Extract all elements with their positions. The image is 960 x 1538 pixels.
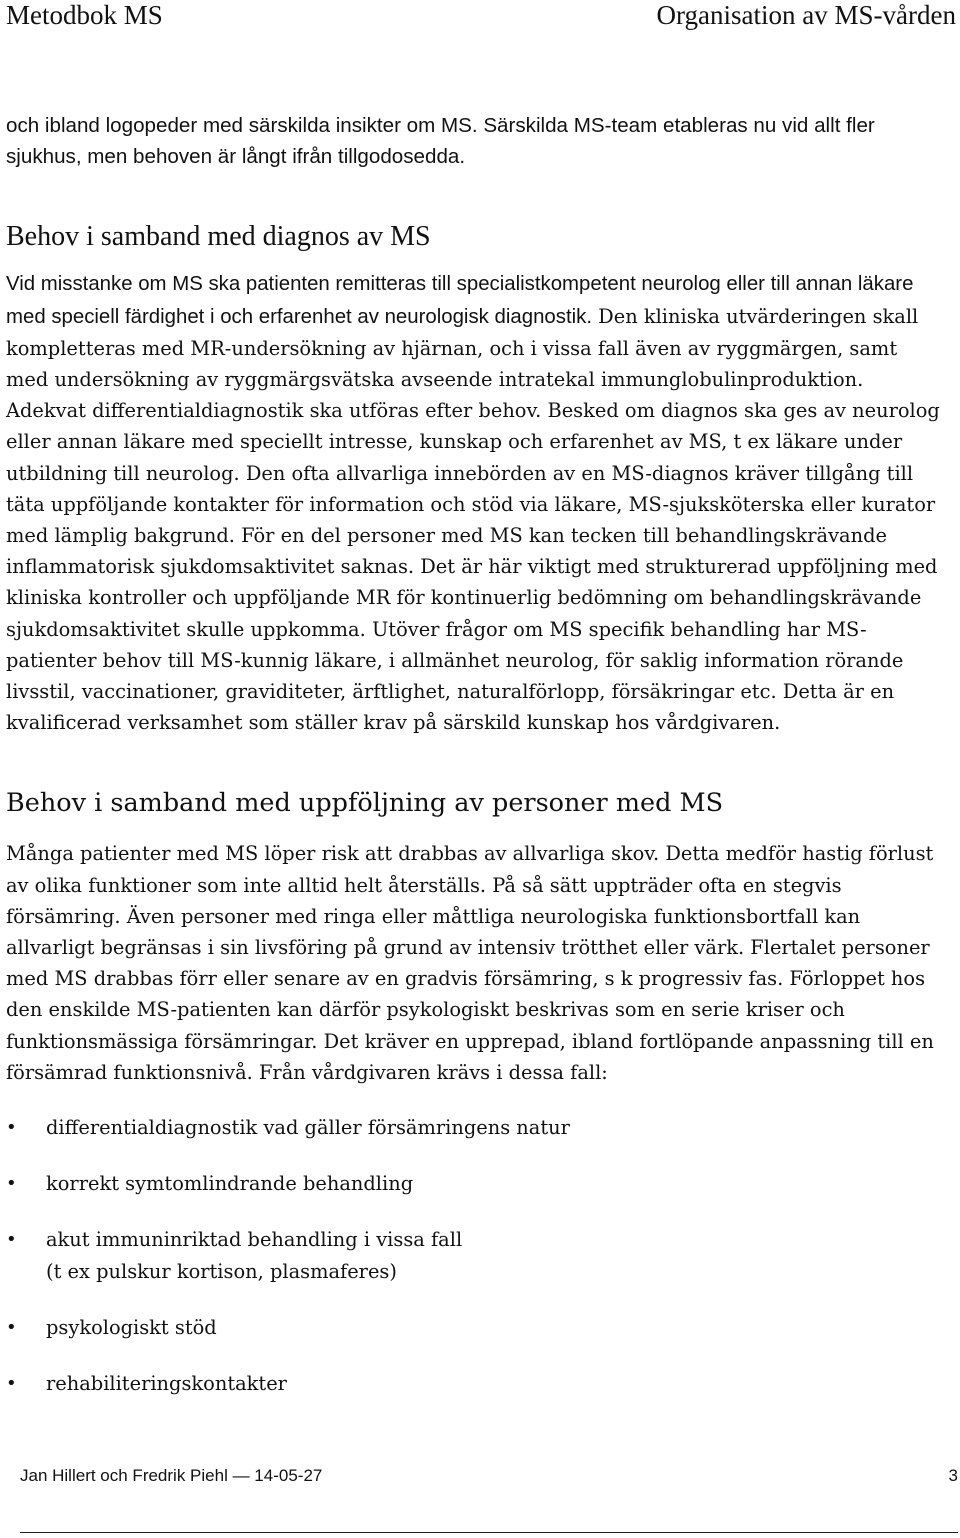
list-item: [6, 1112, 942, 1143]
list-item-subtext: (t ex pulskur kortison, plasmaferes): [46, 1259, 397, 1283]
page-footer: [20, 1460, 958, 1500]
list-item: [6, 1368, 942, 1399]
bullet-icon: •: [6, 1229, 17, 1251]
bullet-icon: •: [6, 1117, 17, 1139]
intro-paragraph: och ibland logopeder med särskilda insikter om MS. Särskilda MS-team etableras nu vid allt fler sjukhus, men behoven är långt ifrån tillgodosedda.: [6, 114, 875, 169]
section-heading-follow-up: Behov i samband med uppföljning av personer med MS: [6, 788, 724, 819]
list-item-text: psykologiskt stöd: [46, 1315, 217, 1339]
section-heading-diagnosis: Behov i samband med diagnos av MS: [6, 221, 431, 253]
diagnosis-body-text: Den kliniska utvärderingen skall kompletteras med MR-undersökning av hjärnan, och i vissa fall även av ryggmärgen, samt med undersökning av ryggmärgsvätska avseende intratekal immunglobulinproduktion. Adekvat differentialdiagnostik ska utföras efter behov. Besked om diagnos ska ges av neurolog eller annan läkare med speciellt intresse, kunskap och erfarenhet av MS, t ex läkare under utbildning till neurolog. Den ofta allvarliga innebörden av en MS-diagnos kräver tillgång till täta uppföljande kontakter för information och stöd via läkare, MS-sjuksköterska eller kurator med lämplig bakgrund. För en del personer med MS kan tecken till behandlingskrävande inflammatorisk sjukdomsaktivitet saknas. Det är här viktigt med strukturerad uppföljning med kliniska kontroller och uppföljande MR för kontinuerlig bedömning om behandlingskrävande sjukdomsaktivitet skulle uppkomma. Utöver frågor om MS specifik behandling har MS-patienter behov till MS-kunnig läkare, i allmänhet neurolog, för saklig information rörande livsstil, vaccinationer, graviditeter, ärftlighet, naturalförlopp, försäkringar etc. Detta är en kvalificerad verksamhet som ställer krav på särskild kunskap hos vårdgivaren.: [6, 304, 940, 735]
page-content: [6, 110, 942, 1424]
page-number: 3: [948, 1466, 958, 1485]
care-needs-list: [6, 1112, 942, 1399]
list-item-text: akut immuninriktad behandling i vissa fall: [46, 1228, 463, 1252]
document-title: Metodbok MS: [6, 0, 163, 30]
bullet-icon: •: [6, 1173, 17, 1195]
list-item: [6, 1224, 942, 1286]
diagnosis-paragraph: [6, 268, 942, 738]
bullet-icon: •: [6, 1316, 17, 1338]
footer-divider: [20, 1532, 958, 1533]
follow-up-paragraph: Många patienter med MS löper risk att drabbas av allvarliga skov. Detta medför hastig förlust av olika funktioner som inte alltid helt återställs. På så sätt uppträder ofta en stegvis försämring. Även personer med ringa eller måttliga neurologiska funktionsbortfall kan allvarligt begränsas i sin livsföring på grund av intensiv trötthet eller värk. Flertalet personer med MS drabbas förr eller senare av en gradvis försämring, s k progressiv fas. Förloppet hos den enskilde MS-patienten kan därför psykologiskt beskrivas som en serie kriser och funktionsmässiga försämringar. Det kräver en upprepad, ibland fortlöpande anpassning till en försämrad funktionsnivå. Från vårdgivaren krävs i dessa fall:: [6, 842, 934, 1084]
bullet-icon: •: [6, 1373, 17, 1395]
list-item-text: rehabiliteringskontakter: [46, 1372, 287, 1396]
chapter-title: Organisation av MS-vården: [656, 0, 956, 30]
list-item: [6, 1168, 942, 1199]
page-header: [0, 0, 956, 34]
list-item: [6, 1312, 942, 1343]
list-item-text: korrekt symtomlindrande behandling: [46, 1172, 414, 1196]
diagnosis-lead-text: Vid misstanke om MS ska patienten remitteras till specialistkompetent neurolog eller till annan läkare med speciell färdighet i och erfarenhet av neurologisk diagnostik.: [6, 273, 914, 328]
footer-authors-date: Jan Hillert och Fredrik Piehl — 14-05-27: [20, 1466, 323, 1485]
list-item-text: differentialdiagnostik vad gäller försämringens natur: [46, 1116, 570, 1140]
